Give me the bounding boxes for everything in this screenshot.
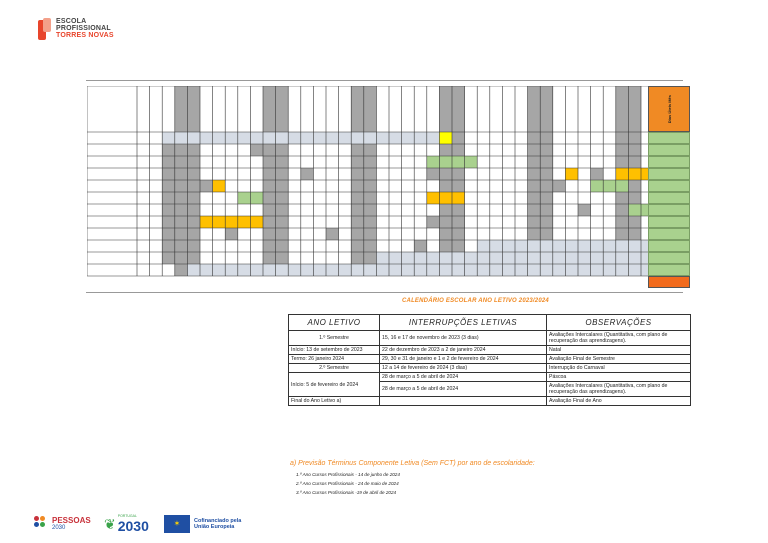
calendar-cell-lb <box>213 132 226 144</box>
calendar-cell-dg <box>162 156 175 168</box>
calendar-cell-lb <box>238 264 251 276</box>
observation-4: Interrupção do Carnaval <box>547 364 691 373</box>
calendar-cell-lb <box>591 252 604 264</box>
calendar-cell-lb <box>502 252 515 264</box>
calendar-cell-dg <box>162 252 175 264</box>
calendar-cell-lb <box>603 252 616 264</box>
calendar-cell-lb <box>389 132 402 144</box>
calendar-cell-lb <box>628 240 641 252</box>
legend-header: Dias Úteis Mês <box>648 86 690 132</box>
calendar-cell-gr <box>238 192 251 204</box>
weekend-column <box>263 86 276 276</box>
calendar-cell-lb <box>187 264 200 276</box>
calendar-cell-lb <box>616 240 629 252</box>
calendar-cell-lb <box>565 240 578 252</box>
calendar-cell-gd <box>452 192 465 204</box>
col-header-interruptions: INTERRUPÇÕES LETIVAS <box>380 315 547 331</box>
calendar-cell-lb <box>490 240 503 252</box>
calendar-cell-gr <box>465 156 478 168</box>
calendar-cell-lb <box>427 132 440 144</box>
weekend-column <box>452 86 465 276</box>
calendar-cell-lb <box>364 132 377 144</box>
weekend-column <box>276 86 289 276</box>
legend-cell <box>648 192 690 204</box>
calendar-cell-dg <box>162 204 175 216</box>
calendar-cell-gr <box>427 156 440 168</box>
note-line-3: 3.º Ano Cursos Profissionais -19 de abril de 2024 <box>296 490 397 495</box>
calendar-cell-lb <box>301 264 314 276</box>
observation-1: Avaliações Intercalares (Quantitativa, com plano de recuperação das aprendizagens). <box>547 331 691 346</box>
calendar-cell-lb <box>553 240 566 252</box>
calendar-cell-lb <box>213 264 226 276</box>
weekend-column <box>175 86 188 276</box>
pessoas-2030-logo: PESSOAS 2030 <box>34 512 91 536</box>
calendar-cell-dg <box>162 192 175 204</box>
calendar-cell-lb <box>351 264 364 276</box>
calendar-cell-lb <box>603 264 616 276</box>
logo-text: ESCOLA PROFISSIONAL TORRES NOVAS <box>56 18 114 39</box>
calendar-cell-lb <box>515 252 528 264</box>
calendar-cell-lb <box>578 252 591 264</box>
note-line-2: 2.º Ano Cursos Profissionais - 24 de maio de 2024 <box>296 481 399 486</box>
legend-cell <box>648 240 690 252</box>
col-header-year: ANO LETIVO <box>289 315 380 331</box>
note-line-1: 1.º Ano Cursos Profissionais - 14 de junho de 2024 <box>296 472 400 477</box>
calendar-cell-dg <box>162 144 175 156</box>
weekend-column <box>364 86 377 276</box>
legend-cell <box>648 228 690 240</box>
calendar-cell-lb <box>591 264 604 276</box>
calendar-cell-lb <box>339 132 352 144</box>
observation-7: Avaliação Final de Ano <box>547 397 691 406</box>
calendar-cell-lb <box>439 264 452 276</box>
calendar-cell-lb <box>301 132 314 144</box>
calendar-cell-dg <box>628 228 641 240</box>
calendar-cell-gr <box>439 156 452 168</box>
days-legend-column <box>648 86 690 288</box>
legend-cell <box>648 204 690 216</box>
calendar-cell-lb <box>263 132 276 144</box>
calendar-cell-gd <box>250 216 263 228</box>
calendar-cell-lb <box>528 264 541 276</box>
calendar-cell-lb <box>515 264 528 276</box>
legend-cell <box>648 264 690 276</box>
calendar-cell-lb <box>276 264 289 276</box>
calendar-cell-dg <box>301 168 314 180</box>
calendar-cell-lb <box>313 264 326 276</box>
calendar-cell-dg <box>162 228 175 240</box>
calendar-cell-lb <box>276 132 289 144</box>
calendar-cell-lb <box>376 264 389 276</box>
calendar-cell-gd <box>439 192 452 204</box>
calendar-cell-gd <box>427 192 440 204</box>
legend-cell <box>648 252 690 264</box>
calendar-cell-lb <box>238 132 251 144</box>
calendar-cell-gd <box>616 168 629 180</box>
calendar-cell-lb <box>502 264 515 276</box>
school-logo <box>38 18 114 42</box>
weekend-column <box>351 86 364 276</box>
calendar-cell-lb <box>339 264 352 276</box>
calendar-cell-lb <box>288 132 301 144</box>
portugal-2030-logo: ❦ PORTUGAL 2030 <box>104 514 149 534</box>
calendar-cell-lb <box>528 252 541 264</box>
interruption-1: 15, 16 e 17 de novembro de 2023 (3 dias) <box>380 331 547 346</box>
semester-1-end: Termo: 26 janeiro 2024 <box>289 355 380 364</box>
legend-cell <box>648 156 690 168</box>
mid-rule <box>86 292 683 293</box>
calendar-cell-dg <box>553 180 566 192</box>
calendar-cell-lb <box>389 264 402 276</box>
calendar-cell-lb <box>477 264 490 276</box>
calendar-cell-lb <box>402 132 415 144</box>
calendar-cell-gd <box>565 168 578 180</box>
legend-cell <box>648 216 690 228</box>
interruption-3: 29, 30 e 31 de janeiro e 1 e 2 de fevereiro de 2024 <box>380 355 547 364</box>
calendar-cell-lb <box>591 240 604 252</box>
calendar-cell-lb <box>162 132 175 144</box>
calendar-cell-lb <box>263 264 276 276</box>
calendar-cell-lb <box>326 132 339 144</box>
calendar-cell-gr <box>452 156 465 168</box>
calendar-cell-lb <box>402 264 415 276</box>
calendar-cell-lb <box>540 240 553 252</box>
school-year-table <box>288 314 691 406</box>
calendar-cell-dg <box>414 240 427 252</box>
calendar-cell-lb <box>313 132 326 144</box>
calendar-cell-gd <box>238 216 251 228</box>
calendar-cell-lb <box>502 240 515 252</box>
calendar-cell-dg <box>162 240 175 252</box>
calendar-cell-lb <box>452 252 465 264</box>
calendar-cell-lb <box>225 264 238 276</box>
col-header-observations: OBSERVAÇÕES <box>547 315 691 331</box>
calendar-cell-lb <box>616 252 629 264</box>
calendar-cell-lb <box>465 252 478 264</box>
calendar-cell-lb <box>427 252 440 264</box>
calendar-cell-lb <box>465 264 478 276</box>
observation-5: Páscoa <box>547 373 691 382</box>
calendar-cell-lb <box>565 252 578 264</box>
portugal-leaf-icon: ❦ <box>104 515 116 532</box>
calendar-cell-lb <box>578 240 591 252</box>
calendar-cell-lb <box>477 252 490 264</box>
calendar-cell-lb <box>528 240 541 252</box>
calendar-cell-lb <box>490 252 503 264</box>
calendar-cell-lb <box>414 252 427 264</box>
calendar-cell-lb <box>616 264 629 276</box>
calendar-cell-lb <box>225 132 238 144</box>
calendar-cell-gr <box>616 180 629 192</box>
eu-flag-icon: ✶ <box>164 515 190 533</box>
calendar-cell-gr <box>250 192 263 204</box>
calendar-cell-lb <box>540 252 553 264</box>
calendar-cell-dg <box>162 168 175 180</box>
pessoas-dots-icon <box>34 516 50 532</box>
interruption-7 <box>380 397 547 406</box>
calendar-cell-dg <box>427 216 440 228</box>
calendar-cell-lb <box>628 264 641 276</box>
calendar-cell-lb <box>364 264 377 276</box>
school-year-end: Final do Ano Letivo a) <box>289 397 380 406</box>
calendar-cell-dg <box>578 204 591 216</box>
legend-cell <box>648 180 690 192</box>
calendar-cell-dg <box>225 228 238 240</box>
calendar-cell-lb <box>250 132 263 144</box>
calendar-cell-lb <box>288 264 301 276</box>
calendar-cell-gr <box>628 204 641 216</box>
calendar-cell-lb <box>578 264 591 276</box>
calendar-cell-lb <box>628 252 641 264</box>
calendar-cell-dg <box>591 168 604 180</box>
semester-1-start: Início: 13 de setembro de 2023 <box>289 346 380 355</box>
calendar-cell-yw <box>439 132 452 144</box>
calendar-cell-lb <box>376 132 389 144</box>
calendar-cell-lb <box>565 264 578 276</box>
calendar-cell-gd <box>213 216 226 228</box>
calendar-cell-lb <box>553 252 566 264</box>
calendar-cell-lb <box>553 264 566 276</box>
calendar-cell-dg <box>326 228 339 240</box>
semester-2-start: Início: 5 de fevereiro de 2024 <box>289 373 380 397</box>
calendar-cell-lb <box>515 240 528 252</box>
legend-cell <box>648 144 690 156</box>
calendar-cell-gd <box>628 168 641 180</box>
interruption-6: 28 de março a 5 de abril de 2024 <box>380 382 547 397</box>
calendar-cell-gd <box>225 216 238 228</box>
semester-2-label: 2.º Semestre <box>289 364 380 373</box>
calendar-cell-lb <box>187 132 200 144</box>
calendar-cell-lb <box>603 240 616 252</box>
interruption-5: 28 de março a 5 de abril de 2024 <box>380 373 547 382</box>
calendar-cell-gr <box>591 180 604 192</box>
calendar-title: CALENDÁRIO ESCOLAR ANO LETIVO 2023/2024 <box>402 298 549 304</box>
calendar-cell-lb <box>200 264 213 276</box>
calendar-cell-lb <box>414 264 427 276</box>
calendar-cell-dg <box>250 144 263 156</box>
interruption-2: 22 de dezembro de 2023 a 2 de janeiro 2024 <box>380 346 547 355</box>
calendar-cell-lb <box>326 264 339 276</box>
calendar-cell-lb <box>490 264 503 276</box>
calendar-cell-gr <box>603 180 616 192</box>
calendar-cell-lb <box>439 252 452 264</box>
calendar-cell-lb <box>427 264 440 276</box>
observation-2: Natal <box>547 346 691 355</box>
calendar-cell-gd <box>213 180 226 192</box>
observation-6: Avaliações Intercalares (Quantitativa, com plano de recuperação das aprendizagens). <box>547 382 691 397</box>
observation-3: Avaliação Final de Semestre <box>547 355 691 364</box>
calendar-cell-lb <box>200 132 213 144</box>
weekend-column <box>187 86 200 276</box>
eu-cofunded-logo: ✶ Cofinanciado pela União Europeia <box>164 512 241 536</box>
calendar-cell-lb <box>477 240 490 252</box>
calendar-cell-lb <box>351 132 364 144</box>
calendar-cell-lb <box>175 132 188 144</box>
calendar-cell-dg <box>200 180 213 192</box>
semester-1-label: 1.º Semestre <box>289 331 380 346</box>
notes-title: a) Previsão Términus Componente Letiva (Sem FCT) por ano de escolaridade: <box>290 460 535 467</box>
calendar-cell-lb <box>414 132 427 144</box>
interruption-4: 12 a 14 de fevereiro de 2024 (3 dias) <box>380 364 547 373</box>
calendar-cell-gd <box>200 216 213 228</box>
calendar-cell-lb <box>540 264 553 276</box>
calendar-cell-dg <box>162 180 175 192</box>
legend-cell <box>648 168 690 180</box>
calendar-cell-lb <box>402 252 415 264</box>
calendar-cell-lb <box>250 264 263 276</box>
weekend-column <box>439 86 452 276</box>
calendar-cell-dg <box>162 216 175 228</box>
calendar-cell-lb <box>452 264 465 276</box>
calendar-grid <box>87 86 680 277</box>
legend-cell <box>648 132 690 144</box>
logo-mark-icon <box>38 18 52 42</box>
top-rule <box>86 80 683 81</box>
calendar-cell-lb <box>376 252 389 264</box>
calendar-cell-lb <box>389 252 402 264</box>
legend-footer <box>648 276 690 288</box>
calendar-cell-dg <box>427 168 440 180</box>
